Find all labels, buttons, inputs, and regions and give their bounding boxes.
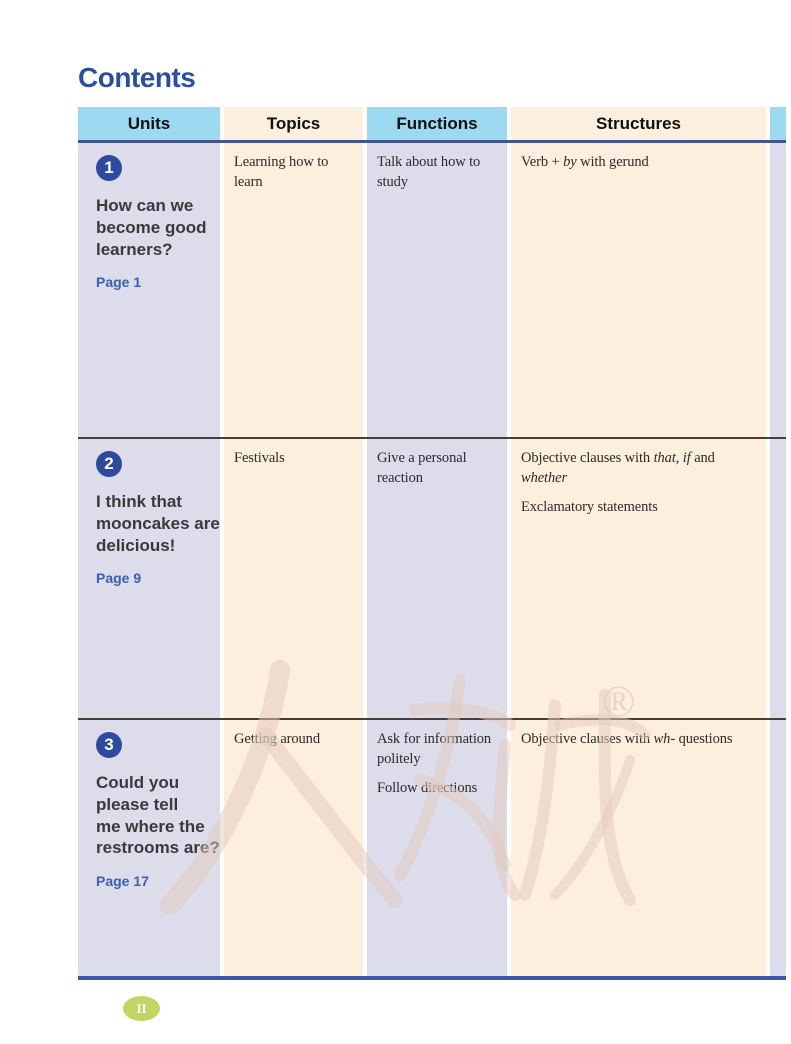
unit-3-cell [78,720,220,976]
unit-1-number-badge: 1 [96,155,122,181]
row-3-edge-sliver [770,720,786,976]
contents-table [78,107,786,980]
unit-row-2 [78,439,786,718]
header-topics: Topics [224,107,363,140]
unit-2-number-badge: 2 [96,451,122,477]
unit-1-structures: Verb + by with gerund [511,143,766,437]
page-number-badge: II [123,996,160,1021]
unit-3-number-badge: 3 [96,732,122,758]
unit-2-topics: Festivals [224,439,363,718]
page-title: Contents [78,62,196,93]
unit-3-page-label: Page 17 [96,873,149,889]
row-2-edge-sliver [770,439,786,718]
header-functions: Functions [367,107,507,140]
unit-3-title: Could you please tell me where the restrooms are? [96,773,220,858]
header-units: Units [78,107,220,140]
table-header-row [78,107,786,140]
unit-2-structures: Objective clauses with that, if and whether Exclamatory statements [511,439,766,718]
row-1-edge-sliver [770,143,786,437]
unit-3-structures: Objective clauses with wh- questions [511,720,766,976]
unit-row-1 [78,143,786,437]
header-structures: Structures [511,107,766,140]
unit-1-topics: Learning how to learn [224,143,363,437]
unit-1-title: How can we become good learners? [96,196,207,259]
unit-row-3 [78,720,786,976]
table-bottom-line [78,976,786,980]
unit-2-page-label: Page 9 [96,570,142,587]
unit-2-functions: Give a personal reaction [367,439,507,718]
unit-2-title: I think that mooncakes are delicious! [96,492,220,555]
unit-3-functions: Ask for information politely Follow directions [367,720,507,976]
unit-1-functions: Talk about how to study [367,143,507,437]
unit-1-page-label: Page 1 [96,274,142,291]
unit-1-cell [78,143,220,437]
header-edge-sliver [770,107,786,140]
registered-trademark-symbol: ® [602,677,636,726]
unit-2-cell [78,439,220,718]
unit-3-topics: Getting around [224,720,363,976]
